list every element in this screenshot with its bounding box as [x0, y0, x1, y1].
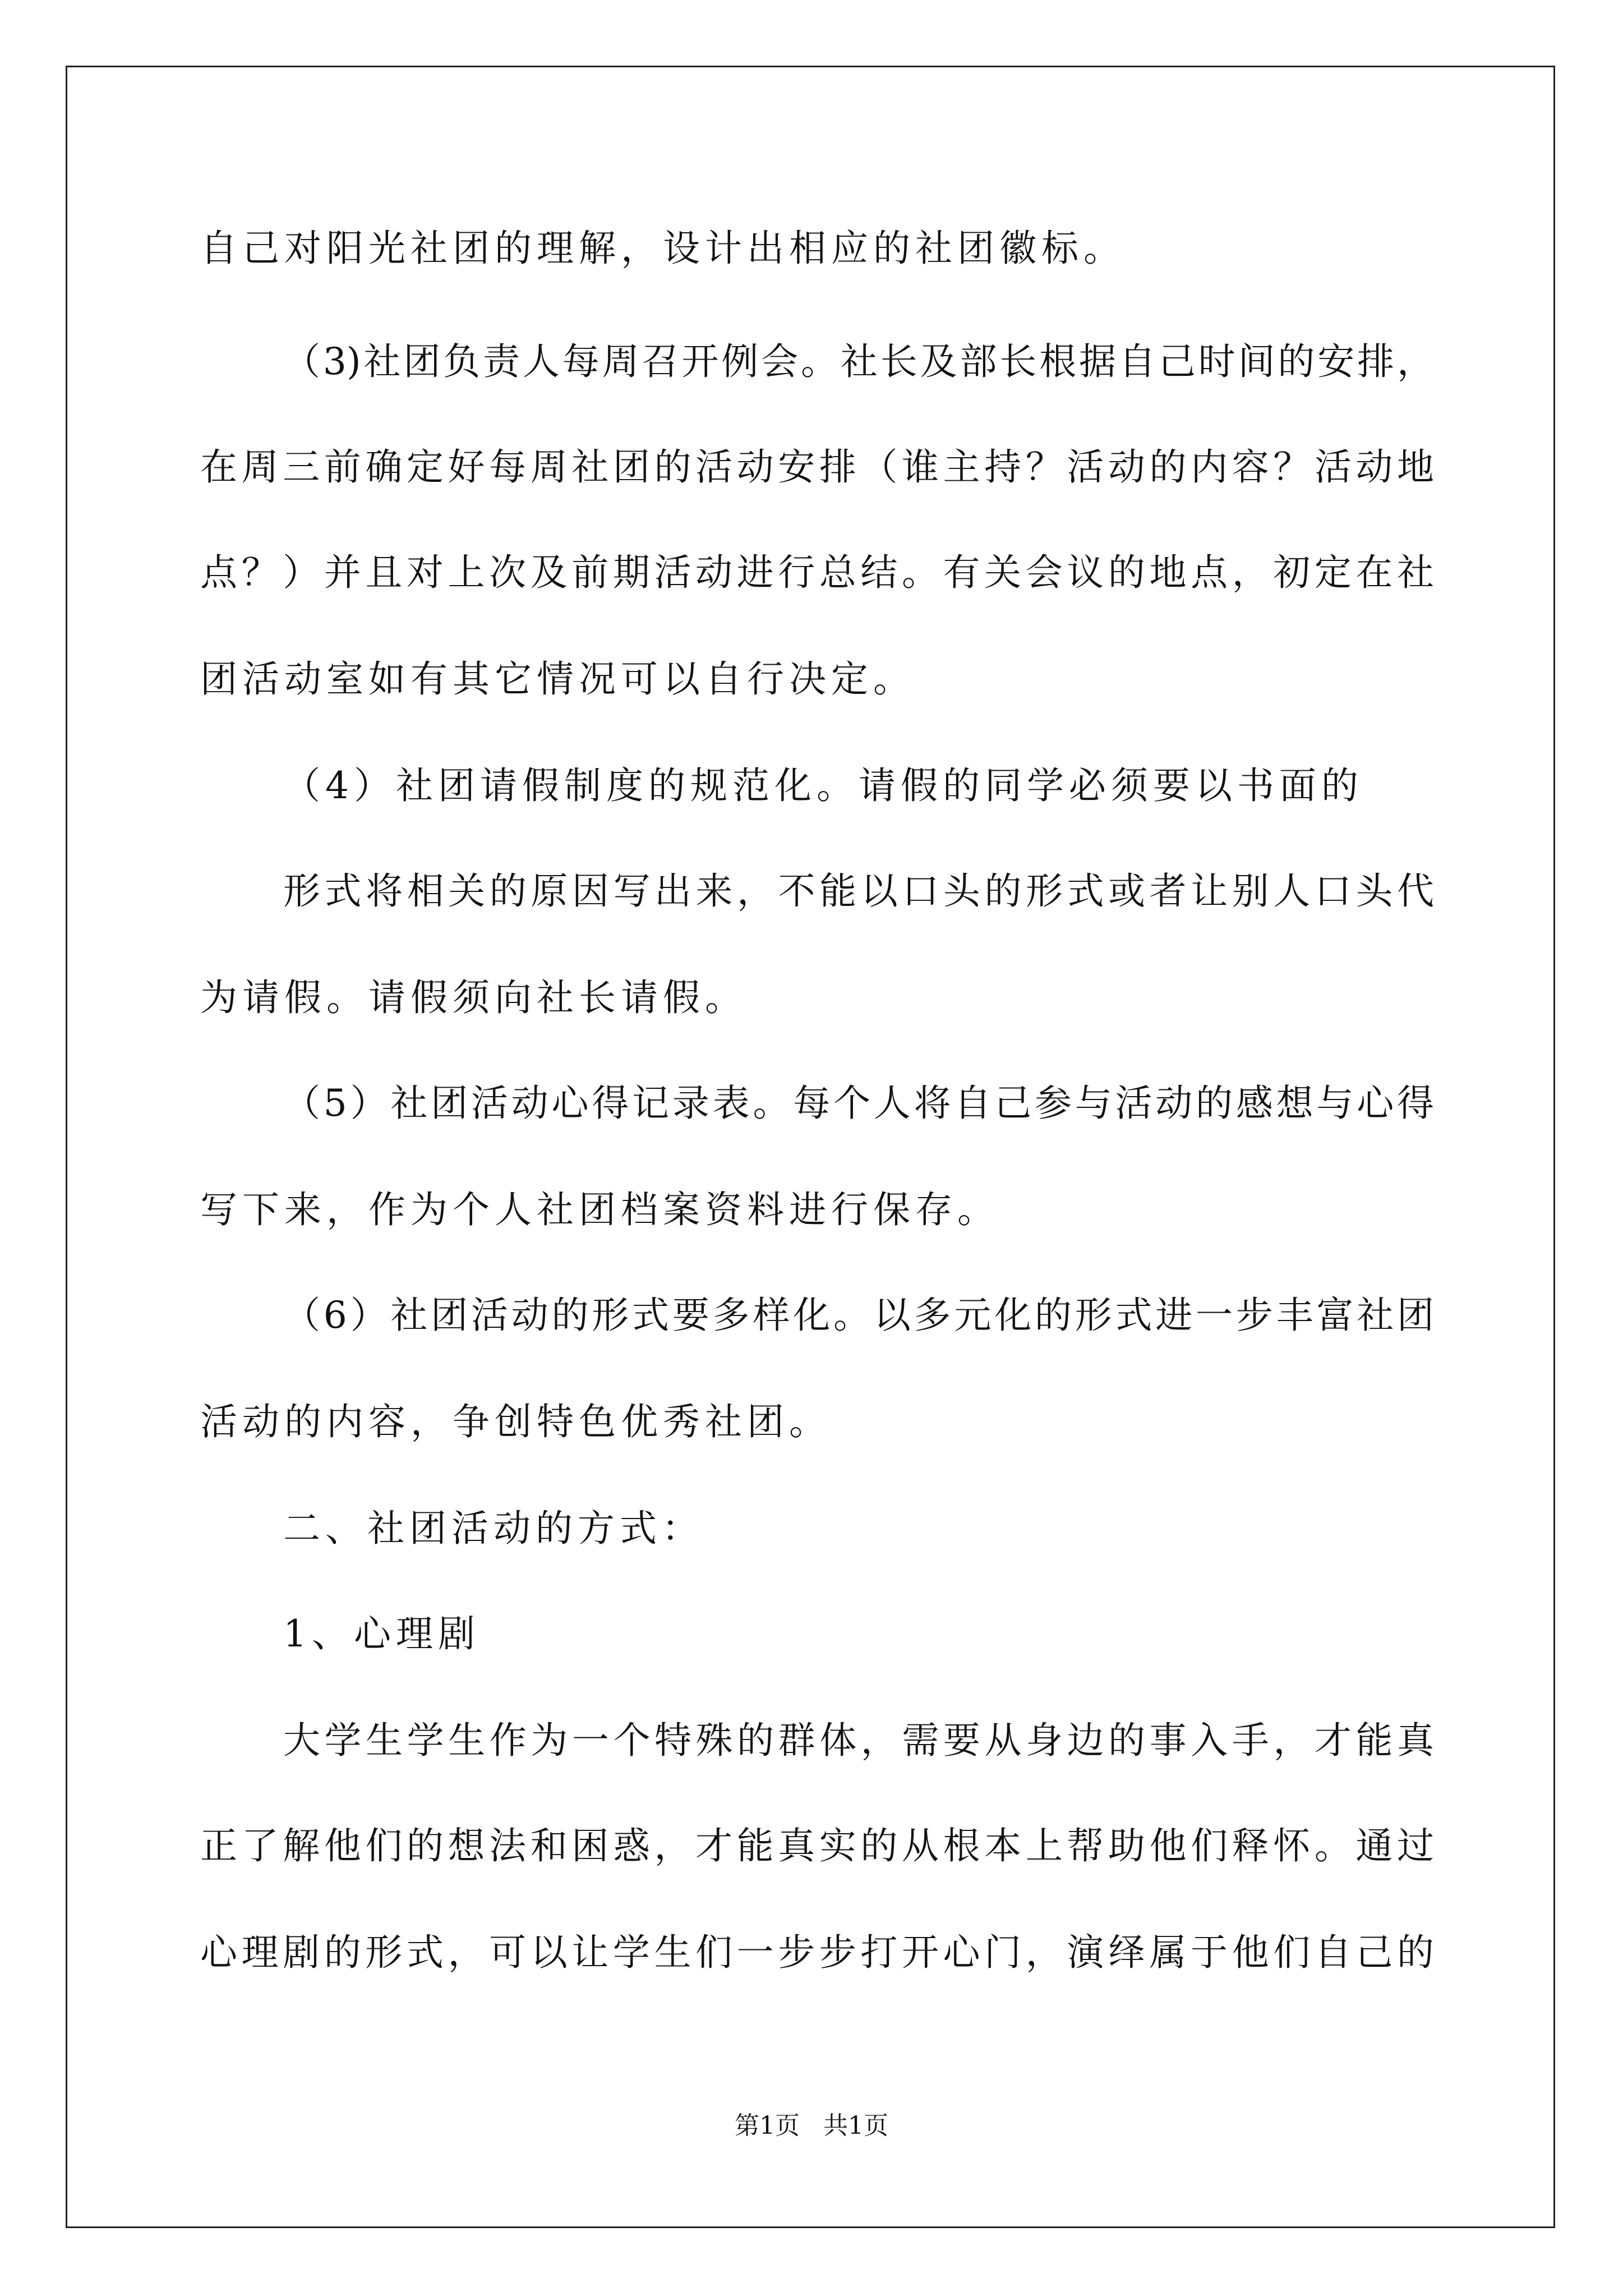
subsection-heading: 1、心理剧 — [283, 1612, 480, 1655]
paragraph-line-15: 大学生学生作为一个特殊的群体，需要从身边的事入手，才能真 — [283, 1719, 1434, 1762]
section-heading: 二、社团活动的方式： — [283, 1507, 704, 1550]
paragraph-line-7: 形式将相关的原因写出来，不能以口头的形式或者让别人口头代 — [283, 869, 1434, 913]
paragraph-line-6: （4）社团请假制度的规范化。请假的同学必须要以书面的 — [283, 764, 1363, 807]
paragraph-line-3: 在周三前确定好每周社团的活动安排（谁主持？活动的内容？活动地 — [200, 445, 1434, 489]
page-number-footer: 第1页 共1页 — [735, 2111, 888, 2140]
paragraph-line-17: 心理剧的形式，可以让学生们一步步打开心门，演绎属于他们自己的 — [200, 1931, 1434, 1974]
paragraph-line-1: 自己对阳光社团的理解，设计出相应的社团徽标。 — [200, 227, 1126, 270]
paragraph-line-12: 活动的内容，争创特色优秀社团。 — [200, 1400, 831, 1443]
paragraph-line-16: 正了解他们的想法和困惑，才能真实的从根本上帮助他们释怀。通过 — [200, 1824, 1434, 1867]
paragraph-line-8: 为请假。请假须向社长请假。 — [200, 976, 747, 1019]
paragraph-line-11: （6）社团活动的形式要多样化。以多元化的形式进一步丰富社团 — [283, 1294, 1434, 1337]
page-border — [66, 66, 1555, 2228]
paragraph-line-4: 点？）并且对上次及前期活动进行总结。有关会议的地点，初定在社 — [200, 551, 1434, 594]
paragraph-line-2: （3)社团负责人每周召开例会。社长及部长根据自己时间的安排， — [283, 340, 1434, 383]
paragraph-line-10: 写下来，作为个人社团档案资料进行保存。 — [200, 1188, 999, 1231]
paragraph-line-9: （5）社团活动心得记录表。每个人将自己参与活动的感想与心得 — [283, 1082, 1434, 1125]
paragraph-line-5: 团活动室如有其它情况可以自行决定。 — [200, 657, 915, 701]
